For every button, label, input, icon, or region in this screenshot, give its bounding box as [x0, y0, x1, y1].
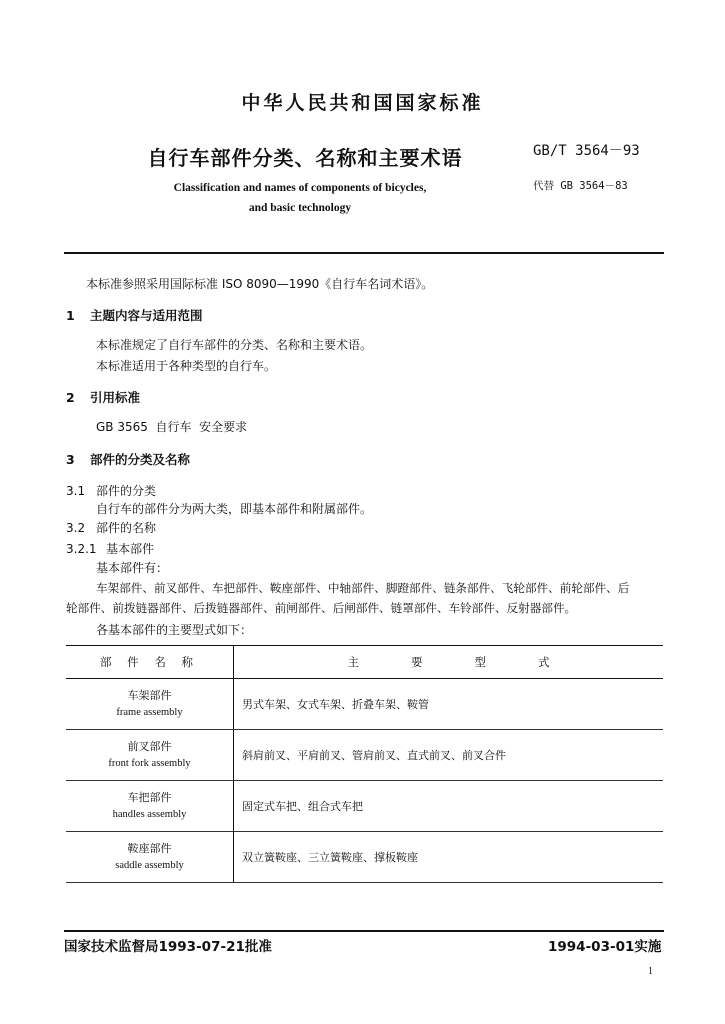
- basic-components-list-line-2: 轮部件、前拨链器部件、后拨链器部件、前闸部件、后闸部件、链罩部件、车铃部件、反射器部件。: [66, 601, 577, 615]
- referenced-standard: GB 3565 自行车 安全要求: [96, 420, 248, 434]
- section-1-number: 1: [66, 308, 75, 323]
- section-3-2-heading: [66, 520, 156, 536]
- basic-components-list-line-1: 车架部件、前叉部件、车把部件、鞍座部件、中轴部件、脚蹬部件、链条部件、飞轮部件、前轮部件、后: [96, 581, 630, 595]
- component-name-en: frame assembly: [116, 707, 183, 718]
- bottom-divider: [64, 930, 664, 932]
- column-header-main-types: [234, 646, 664, 679]
- section-2-title: 引用标准: [90, 390, 141, 405]
- document-title-en-line2: and basic technology: [248, 202, 352, 214]
- column-header-main-types-char: 式: [538, 655, 550, 669]
- component-types-cell: 固定式车把、组合式车把: [234, 781, 664, 832]
- column-header-main-types-char: 要: [411, 655, 423, 669]
- top-divider: [64, 252, 664, 254]
- section-3-1-heading: [66, 483, 156, 499]
- section-2-heading: [66, 390, 140, 406]
- section-1-title: 主题内容与适用范围: [90, 308, 203, 323]
- section-3-title: 部件的分类及名称: [90, 452, 191, 467]
- implementation-date: 1994-03-01实施: [548, 939, 662, 955]
- section-3-2-number: 3.2: [66, 521, 86, 535]
- replaces-standard: 代替 GB 3564－83: [533, 180, 628, 192]
- section-3-number: 3: [66, 452, 75, 467]
- national-standard-heading: 中华人民共和国国家标准: [241, 92, 484, 114]
- section-2-number: 2: [66, 390, 75, 405]
- column-header-main-types-char: 主: [347, 655, 359, 669]
- document-title-cn: 自行车部件分类、名称和主要术语: [147, 146, 463, 170]
- component-types-table: [66, 645, 663, 883]
- section-1-heading: [66, 308, 203, 324]
- component-types-cell: 斜肩前叉、平肩前叉、管肩前叉、直式前叉、前叉合件: [234, 730, 664, 781]
- table-row: [66, 679, 663, 730]
- standard-number: GB/T 3564－93: [533, 143, 640, 159]
- component-name-cell: [66, 832, 234, 883]
- table-row: [66, 730, 663, 781]
- page-number: 1: [648, 966, 653, 977]
- component-name-en: handles assembly: [112, 809, 187, 820]
- table-row: [66, 781, 663, 832]
- section-3-2-1-number: 3.2.1: [66, 542, 97, 556]
- section-3-2-title: 部件的名称: [96, 521, 157, 535]
- section-3-2-1-heading: [66, 541, 154, 557]
- component-name-cell: [66, 730, 234, 781]
- section-3-heading: [66, 452, 190, 468]
- column-header-main-types-char: 型: [474, 655, 486, 669]
- section-3-2-1-title: 基本部件: [106, 542, 155, 556]
- section-1-paragraph-2: 本标准适用于各种类型的自行车。: [96, 359, 277, 373]
- component-name-cn: 车把部件: [127, 791, 172, 804]
- intro-paragraph: 本标准参照采用国际标准 ISO 8090—1990《自行车名词术语》。: [86, 277, 434, 291]
- section-3-2-1-intro: 基本部件有：: [96, 561, 169, 575]
- table-header-row: [66, 646, 663, 679]
- section-3-1-number: 3.1: [66, 484, 86, 498]
- column-header-component-name: 部 件 名 称: [66, 646, 234, 679]
- component-name-cn: 车架部件: [127, 689, 172, 702]
- document-title-en-line1: Classification and names of components of bicycles,: [173, 182, 427, 194]
- approval-date: 国家技术监督局1993-07-21批准: [64, 939, 272, 955]
- component-types-cell: 双立簧鞍座、三立簧鞍座、撑板鞍座: [234, 832, 664, 883]
- section-3-1-title: 部件的分类: [96, 484, 157, 498]
- table-row: [66, 832, 663, 883]
- component-name-cell: [66, 781, 234, 832]
- component-name-cn: 鞍座部件: [127, 842, 172, 855]
- component-name-en: saddle assembly: [115, 860, 184, 871]
- component-name-cn: 前叉部件: [127, 740, 172, 753]
- section-3-1-text: 自行车的部件分为两大类，即基本部件和附属部件。: [96, 502, 373, 516]
- component-name-en: front fork assembly: [108, 758, 191, 769]
- component-name-cell: [66, 679, 234, 730]
- section-1-paragraph-1: 本标准规定了自行车部件的分类、名称和主要术语。: [96, 338, 373, 352]
- main-types-intro: 各基本部件的主要型式如下：: [96, 623, 253, 637]
- component-types-cell: 男式车架、女式车架、折叠车架、鞍管: [234, 679, 664, 730]
